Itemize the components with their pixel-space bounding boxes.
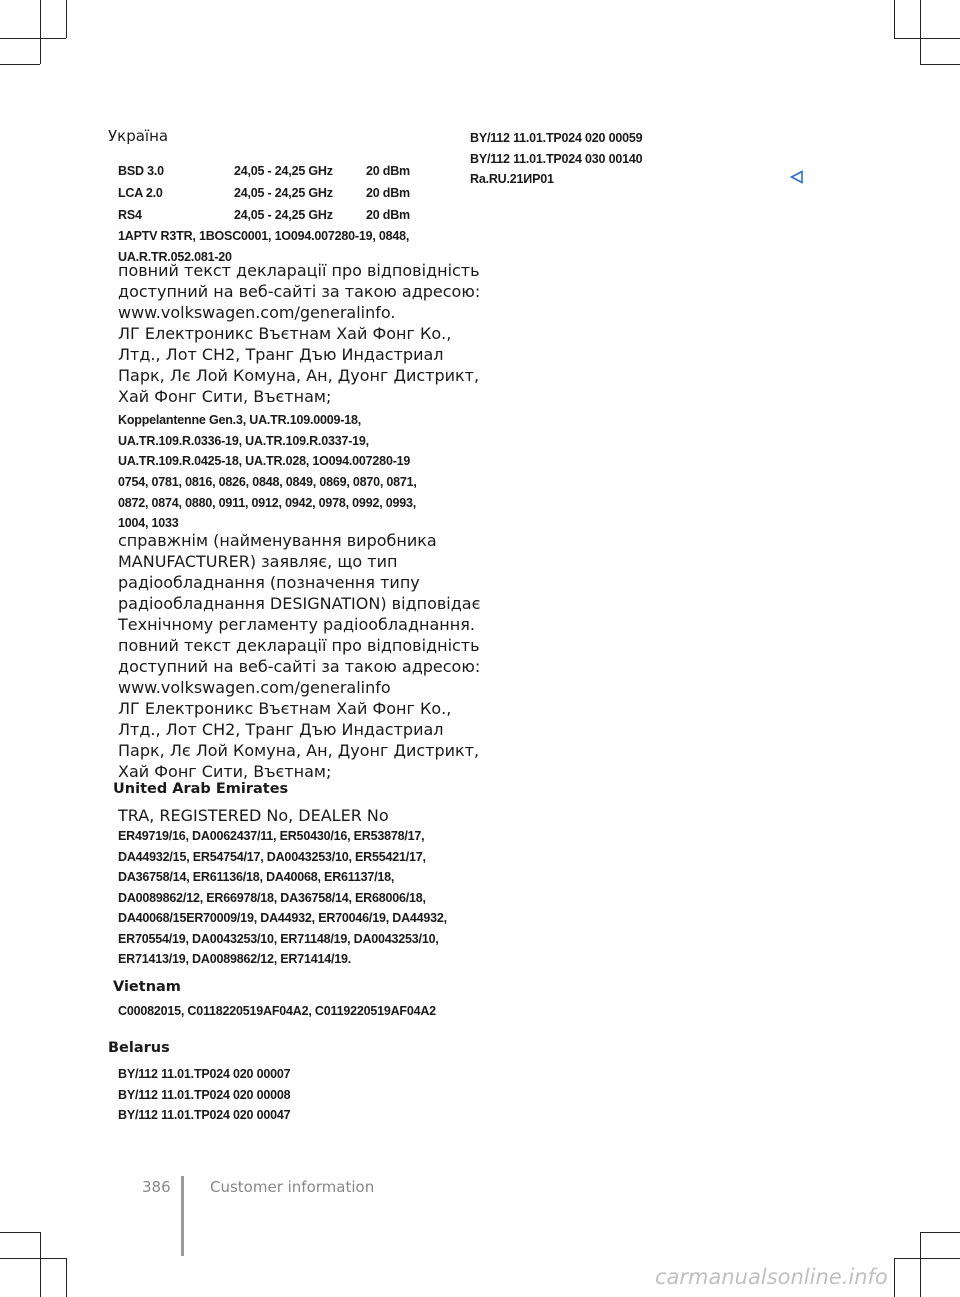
text-line: MANUFACTURER) заявляє, що тип xyxy=(118,552,398,571)
crop-mark xyxy=(920,1232,960,1233)
ukraine-heading: Україна xyxy=(108,127,169,145)
code-line: BY/112 11.01.ТР024 020 00059 xyxy=(470,131,643,145)
footer-section-title: Customer information xyxy=(210,1178,375,1196)
belarus-heading: Belarus xyxy=(108,1040,170,1056)
freq-power: 20 dBm xyxy=(366,164,410,178)
code-line: DA44932/15, ER54754/17, DA0043253/10, ER55421/17, xyxy=(118,849,426,864)
watermark: carmanualsonline.info xyxy=(655,1265,888,1289)
code-line: BY/112 11.01.ТР024 020 00047 xyxy=(118,1108,291,1123)
code-line: ER70554/19, DA0043253/10, ER71148/19, DA0043253/10, xyxy=(118,931,439,946)
text-line: Технічному регламенту радіообладнання. xyxy=(118,615,475,634)
crop-mark xyxy=(66,0,67,38)
text-line: справжнім (найменування виробника xyxy=(118,531,437,550)
code-line: Koppelantenne Gen.3, UA.TR.109.0009-18, xyxy=(118,413,361,427)
crop-mark xyxy=(894,1258,960,1259)
vietnam-codes: C00082015, C0118220519AF04A2, C0119220519AF04A2 xyxy=(118,1004,436,1018)
uae-heading: United Arab Emirates xyxy=(113,781,289,797)
text-line: www.volkswagen.com/generalinfo xyxy=(118,678,391,697)
vietnam-heading: Vietnam xyxy=(113,979,181,995)
crop-mark xyxy=(0,64,40,65)
crop-mark xyxy=(894,1258,895,1297)
code-block xyxy=(118,1064,290,1126)
code-block xyxy=(118,826,447,970)
text-line: Хай Фонг Сити, Въєтнам; xyxy=(118,387,332,406)
crop-mark xyxy=(920,64,960,65)
declaration-text xyxy=(118,530,480,782)
crop-mark xyxy=(66,1258,67,1297)
section-end-icon xyxy=(790,170,804,184)
code-line: UA.R.TR.052.081-20 xyxy=(118,249,232,264)
freq-power: 20 dBm xyxy=(366,186,410,200)
freq-device: LCA 2.0 xyxy=(118,186,163,200)
code-line: ER49719/16, DA0062437/11, ER50430/16, ER53878/17, xyxy=(118,829,425,843)
text-line: Лтд., Лот CH2, Транг Дъю Индастриал xyxy=(118,720,444,739)
code-line: Ra.RU.21ИР01 xyxy=(470,172,554,187)
code-line: DA0089862/12, ER66978/18, DA36758/14, ER68006/18, xyxy=(118,890,426,905)
text-line: радіообладнання (позначення типу xyxy=(118,573,420,592)
code-line: BY/112 11.01.ТР024 030 00140 xyxy=(470,151,643,166)
text-line: Парк, Лє Лой Комуна, Ан, Дуонг Дистрикт, xyxy=(118,741,480,760)
code-line: DA40068/15ER70009/19, DA44932, ER70046/19, DA44932, xyxy=(118,911,447,925)
page-number: 386 xyxy=(142,1178,171,1196)
text-line: доступний на веб-сайті за такою адресою: xyxy=(118,657,481,676)
crop-mark xyxy=(920,1232,921,1297)
crop-mark xyxy=(894,38,960,39)
code-line: UA.TR.109.R.0336-19, UA.TR.109.R.0337-19, xyxy=(118,433,369,448)
code-block xyxy=(470,128,642,190)
freq-range: 24,05 - 24,25 GHz xyxy=(234,186,333,200)
text-line: радіообладнання DESIGNATION) відповідає xyxy=(118,594,481,613)
text-line: Лтд., Лот CH2, Транг Дъю Индастриал xyxy=(118,345,444,364)
text-line: Парк, Лє Лой Комуна, Ан, Дуонг Дистрикт, xyxy=(118,366,480,385)
uae-intro: TRA, REGISTERED No, DEALER No xyxy=(118,806,389,825)
code-line: 0754, 0781, 0816, 0826, 0848, 0849, 0869, 0870, 0871, xyxy=(118,475,417,490)
text-line: www.volkswagen.com/generalinfo. xyxy=(118,303,396,322)
code-line: DA36758/14, ER61136/18, DA40068, ER61137/18, xyxy=(118,870,395,884)
freq-device: RS4 xyxy=(118,208,142,222)
text-line: повний текст декларації про відповідність xyxy=(118,261,480,280)
crop-mark xyxy=(40,0,41,64)
freq-device: BSD 3.0 xyxy=(118,164,164,178)
footer-divider xyxy=(181,1176,184,1256)
text-line: Хай Фонг Сити, Въєтнам; xyxy=(118,762,332,781)
code-line: 1APTV R3TR, 1BOSC0001, 1O094.007280-19, 0848, xyxy=(118,229,410,243)
crop-mark xyxy=(0,1232,40,1233)
declaration-text xyxy=(118,260,480,407)
code-line: BY/112 11.01.ТР024 020 00008 xyxy=(118,1087,291,1102)
crop-mark xyxy=(40,1232,41,1297)
freq-range: 24,05 - 24,25 GHz xyxy=(234,208,333,222)
code-line: 0872, 0874, 0880, 0911, 0912, 0942, 0978, 0992, 0993, xyxy=(118,495,417,510)
code-line: 1004, 1033 xyxy=(118,516,179,531)
code-line: ER71413/19, DA0089862/12, ER71414/19. xyxy=(118,952,352,966)
code-block xyxy=(118,410,417,534)
text-line: ЛГ Електроникс Въєтнам Хай Фонг Ко., xyxy=(118,324,452,343)
freq-power: 20 dBm xyxy=(366,208,410,222)
code-line: UA.TR.109.R.0425-18, UA.TR.028, 1O094.007280-19 xyxy=(118,454,411,469)
text-line: ЛГ Електроникс Въєтнам Хай Фонг Ко., xyxy=(118,699,452,718)
code-line: BY/112 11.01.ТР024 020 00007 xyxy=(118,1067,291,1081)
freq-range: 24,05 - 24,25 GHz xyxy=(234,164,333,178)
text-line: повний текст декларації про відповідність xyxy=(118,636,480,655)
text-line: доступний на веб-сайті за такою адресою: xyxy=(118,282,481,301)
crop-mark xyxy=(0,38,66,39)
crop-mark xyxy=(894,0,895,38)
crop-mark xyxy=(920,0,921,64)
crop-mark xyxy=(0,1258,66,1259)
